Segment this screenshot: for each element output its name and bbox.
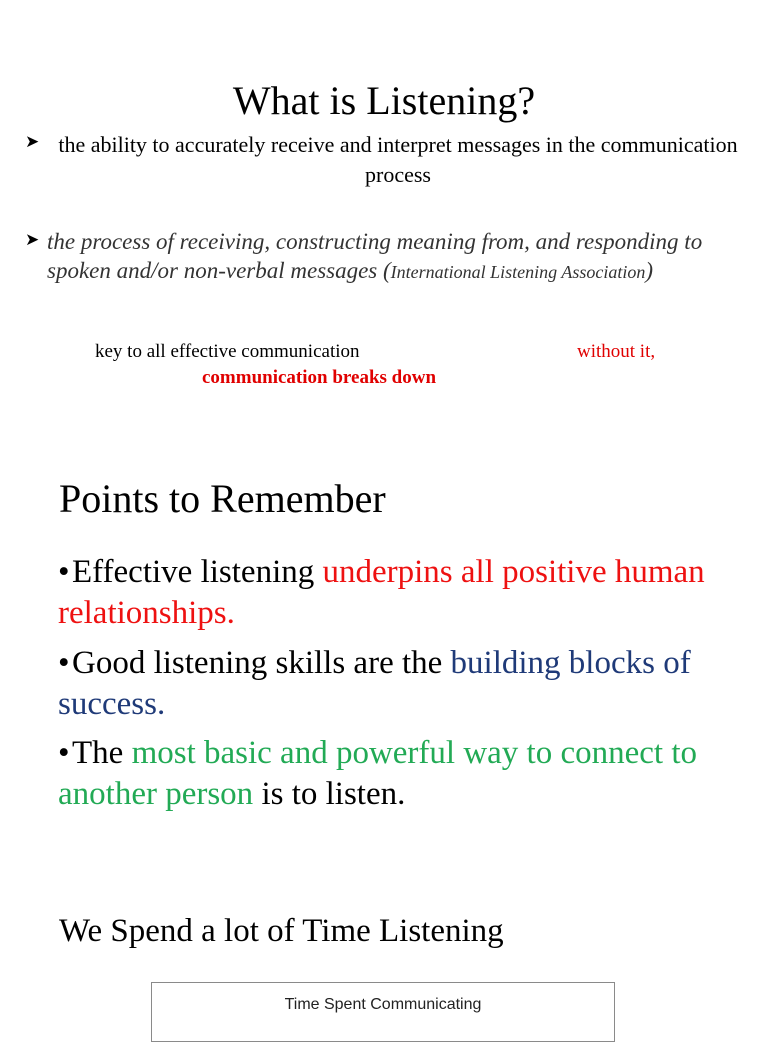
point-end: .: [397, 776, 406, 812]
point-plain: Good listening skills are the: [72, 645, 451, 681]
point-highlight: underpins all positive human relationships: [58, 554, 705, 631]
key-statement: key to all effective communication: [95, 341, 360, 362]
point-item: [58, 643, 748, 725]
point-highlight: building blocks of success: [58, 645, 691, 722]
chart-title: Time Spent Communicating: [284, 996, 482, 1013]
point-end: .: [226, 595, 235, 631]
bullet-icon: •: [58, 645, 70, 681]
bullet-icon: •: [58, 554, 70, 590]
point-item: [58, 733, 748, 815]
point-end: .: [156, 686, 166, 722]
definition-2-text: the process of receiving, constructing meaning from, and responding to spoken and/or non-verbal messages (: [47, 229, 703, 283]
communication-breaks-down-text: communication breaks down: [202, 367, 437, 388]
point-plain: Effective listening: [72, 554, 323, 590]
point-highlight: most basic and powerful way to connect to another person: [58, 735, 697, 812]
slide-title-points-to-remember: Points to Remember: [59, 476, 386, 521]
definition-2: [47, 227, 737, 287]
arrow-bullet-icon: ➤: [25, 132, 40, 152]
definition-1: the ability to accurately receive and interpret messages in the communication process: [58, 132, 738, 187]
point-after: is to listen: [253, 776, 398, 812]
slide-title-what-is-listening: What is Listening?: [232, 78, 536, 123]
slide-title-time-listening: We Spend a lot of Time Listening: [59, 913, 504, 949]
point-item: [58, 552, 748, 634]
definition-2-close: ): [645, 258, 654, 283]
arrow-bullet-icon: ➤: [25, 230, 40, 250]
without-it-text: without it,: [577, 341, 656, 362]
point-plain: The: [72, 735, 132, 771]
definition-2-source: International Listening Association: [390, 262, 646, 282]
bullet-icon: •: [58, 735, 70, 771]
